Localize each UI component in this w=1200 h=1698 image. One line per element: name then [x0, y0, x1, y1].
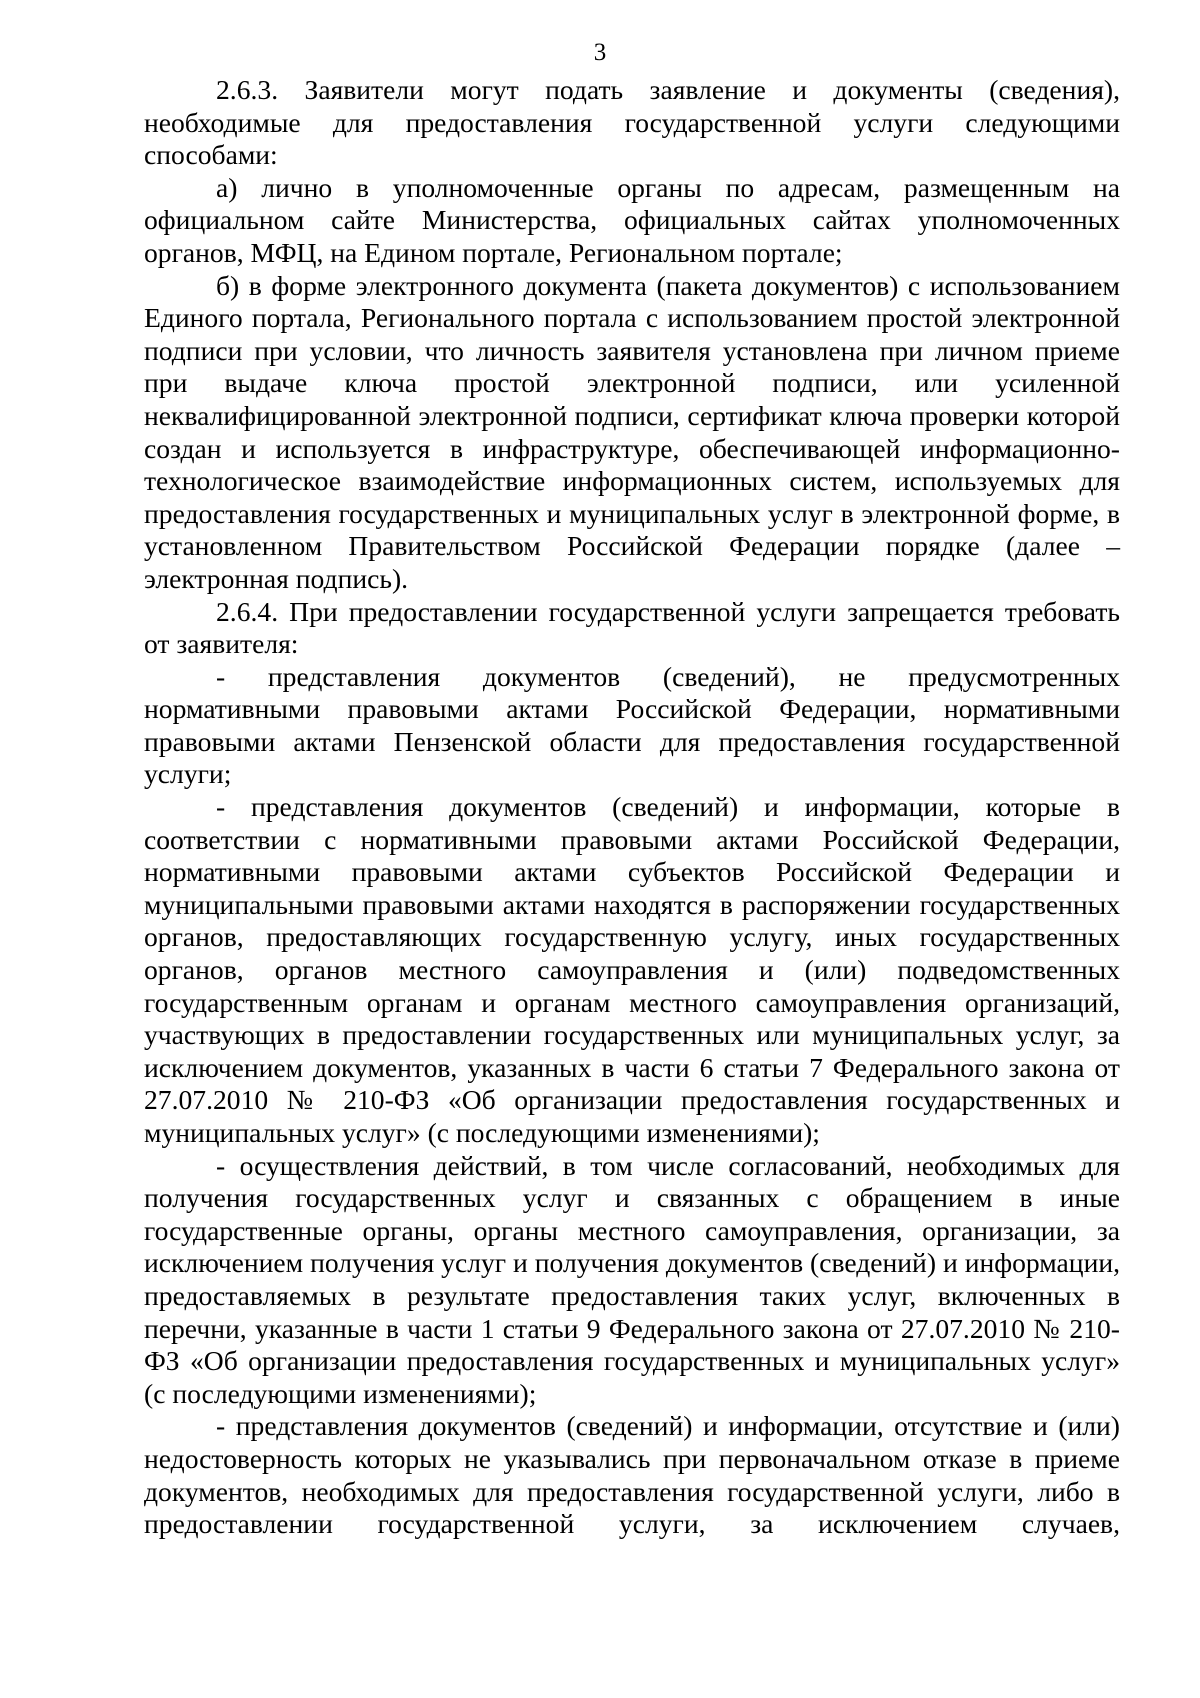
- list-item-documents-absent: - представления документов (сведений) и информации, отсутствие и (или) недостоверность которых не указывались при первоначальном отказе в приеме документов, необходимых для предоставления государственной услуги, либо в предоставлении государственной услуги, за исключением случаев,: [144, 1410, 1120, 1540]
- paragraph-2-6-3: 2.6.3. Заявители могут подать заявление и документы (сведения), необходимые для предоставления государственной услуги следующими способами:: [144, 74, 1120, 171]
- document-body: [144, 74, 1120, 1541]
- list-item-actions-approvals: - осуществления действий, в том числе согласований, необходимых для получения государственных услуг и связанных с обращением в иные государственные органы, органы местного самоуправления, организации, за исключением получения услуг и получения документов (сведений) и информации, предоставляемых в результате предоставления таких услуг, включенных в перечни, указанные в части 1 статьи 9 Федерального закона от 27.07.2010 № 210-ФЗ «Об организации предоставления государственных и муниципальных услуг» (с последующими изменениями);: [144, 1149, 1120, 1409]
- paragraph-2-6-4: 2.6.4. При предоставлении государственной услуги запрещается требовать от заявителя:: [144, 595, 1120, 660]
- paragraph-item-a: а) лично в уполномоченные органы по адресам, размещенным на официальном сайте Министерства, официальных сайтах уполномоченных органов, МФЦ, на Едином портале, Региональном портале;: [144, 171, 1120, 268]
- list-item-documents-in-possession: - представления документов (сведений) и информации, которые в соответствии с нормативными правовыми актами Российской Федерации, нормативными правовыми актами субъектов Российской Федерации и муниципальными правовыми актами находятся в распоряжении государственных органов, предоставляющих государственную услугу, иных государственных органов, органов местного самоуправления и (или) подведомственных государственным органам и органам местного самоуправления организаций, участвующих в предоставлении государственных или муниципальных услуг, за исключением документов, указанных в части 6 статьи 7 Федерального закона от 27.07.2010 № 210-ФЗ «Об организации предоставления государственных и муниципальных услуг» (с последующими изменениями);: [144, 791, 1120, 1148]
- list-item-documents-not-provided: - представления документов (сведений), не предусмотренных нормативными правовыми актами Российской Федерации, нормативными правовыми актами Пензенской области для предоставления государственной услуги;: [144, 660, 1120, 790]
- page-number: 3: [593, 39, 607, 66]
- paragraph-item-b: б) в форме электронного документа (пакета документов) с использованием Единого портала, Регионального портала с использованием простой электронной подписи при условии, что личность заявителя установлена при личном приеме при выдаче ключа простой электронной подписи, или усиленной неквалифицированной электронной подписи, сертификат ключа проверки которой создан и используется в инфраструктуре, обеспечивающей информационно-технологическое взаимодействие информационных систем, используемых для предоставления государственных и муниципальных услуг в электронной форме, в установленном Правительством Российской Федерации порядке (далее – электронная подпись).: [144, 269, 1120, 594]
